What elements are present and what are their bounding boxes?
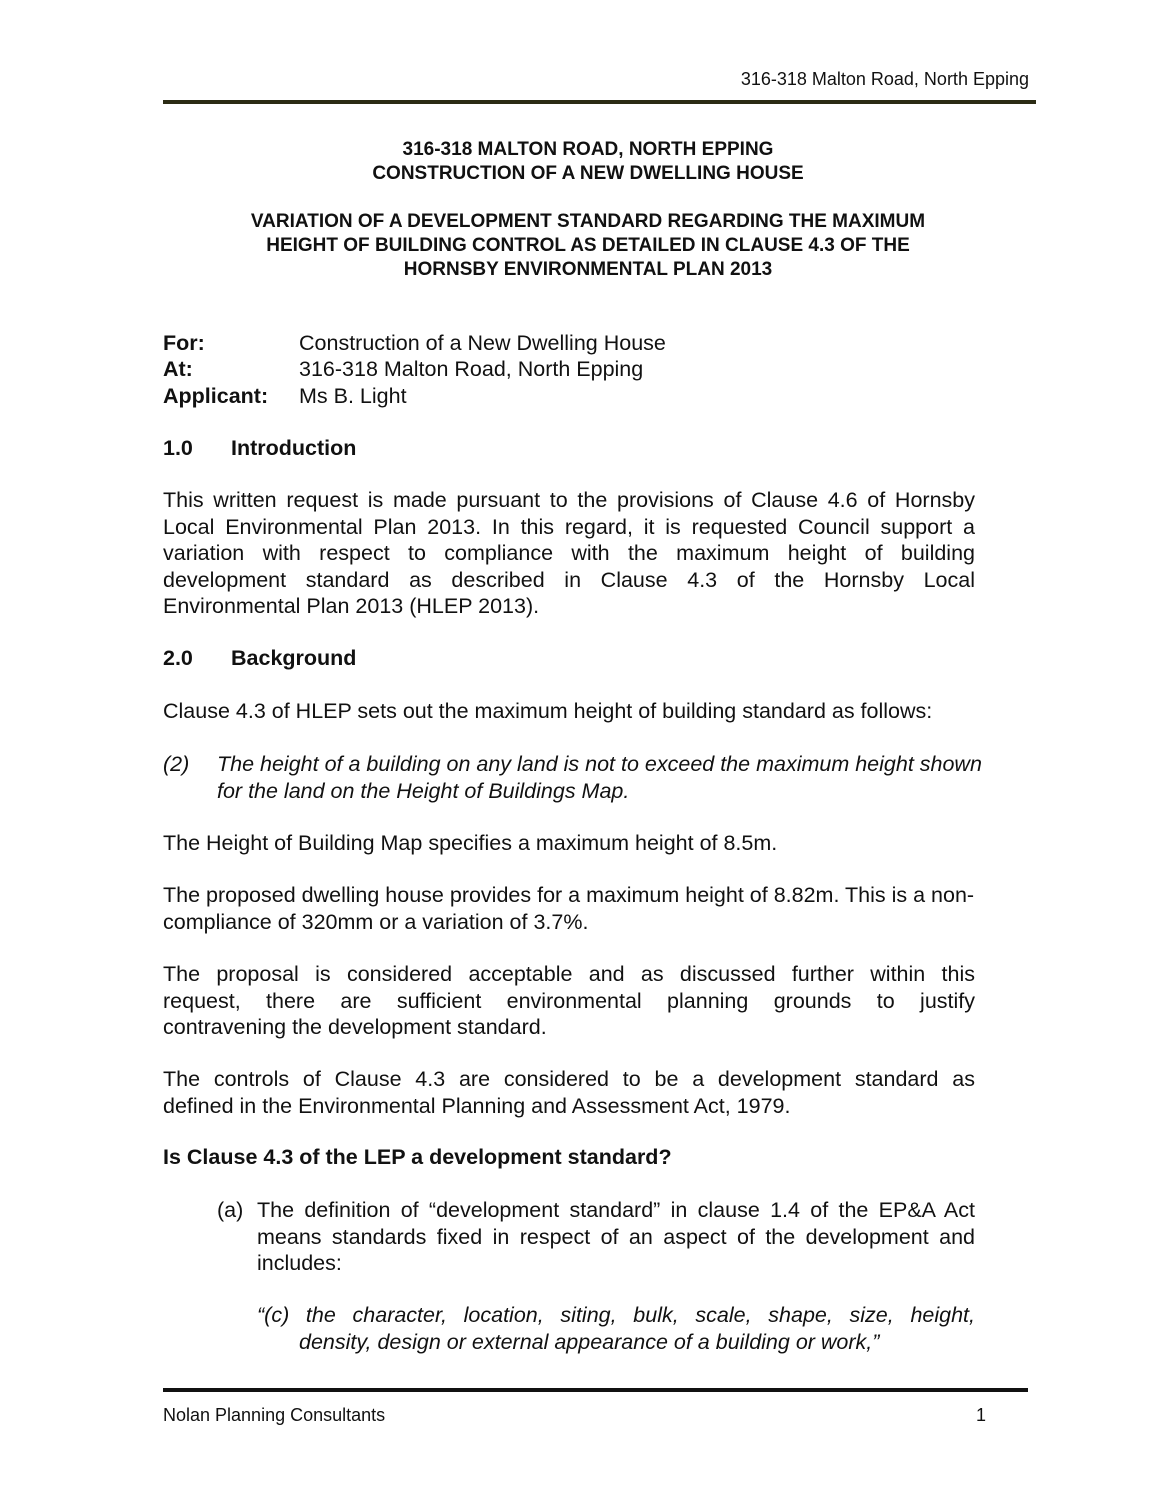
list-item-line: includes: [257,1251,342,1275]
clause-quote-body [217,751,982,804]
detail-at-label: At: [163,357,193,381]
acceptable-paragraph [163,961,975,1041]
paragraph-line: defined in the Environmental Planning and Assessment Act, 1979. [163,1093,791,1118]
subtitle-line-2: HEIGHT OF BUILDING CONTROL AS DETAILED IN CLAUSE 4.3 OF THE [266,235,910,256]
section-1-number: 1.0 [163,436,193,460]
detail-at-value: 316-318 Malton Road, North Epping [299,357,644,381]
title-line-2: CONSTRUCTION OF A NEW DWELLING HOUSE [372,163,804,184]
section-1-title: Introduction [231,436,357,460]
section-2-title: Background [231,646,357,670]
paragraph-line: compliance of 320mm or a variation of 3.7%. [163,909,589,934]
list-item-line: The definition of “development standard” in clause 1.4 of the EP&A Act [257,1198,975,1222]
header-rule [163,100,1036,104]
paragraph-line: The controls of Clause 4.3 are considered to be a development standard as [163,1067,975,1091]
definition-quote-line: density, design or external appearance of a building or work,” [299,1329,880,1354]
paragraph-line: Clause 4.3 of HLEP sets out the maximum height of building standard as follows: [163,699,933,723]
paragraph-line: Local Environmental Plan 2013. In this regard, it is requested Council support a [163,514,975,539]
list-item-line: means standards fixed in respect of an aspect of the development and [257,1224,975,1249]
footer-company: Nolan Planning Consultants [163,1405,386,1425]
subtitle-line-3: HORNSBY ENVIRONMENTAL PLAN 2013 [403,259,773,280]
paragraph-line: The proposed dwelling house provides for a maximum height of 8.82m. This is a non- [163,883,975,907]
definition-quote-line: “(c) the character, location, siting, bulk, scale, shape, size, height, [257,1303,975,1327]
paragraph-line: contravening the development standard. [163,1015,547,1039]
introduction-paragraph [163,487,975,620]
paragraph-line: The proposal is considered acceptable and as discussed further within this [163,962,975,986]
definition-quote [257,1302,975,1355]
proposal-paragraph [163,882,1035,935]
list-item-body [257,1197,975,1277]
background-intro [163,698,993,725]
question-heading: Is Clause 4.3 of the LEP a development standard? [163,1145,672,1169]
paragraph-line: The Height of Building Map specifies a maximum height of 8.5m. [163,831,778,855]
running-header: 316-318 Malton Road, North Epping [740,69,1029,89]
detail-applicant-label: Applicant: [163,384,269,408]
footer-rule [163,1388,1028,1392]
controls-paragraph [163,1066,975,1119]
detail-for-value: Construction of a New Dwelling House [299,331,666,355]
subtitle-line-1: VARIATION OF A DEVELOPMENT STANDARD REGARDING THE MAXIMUM [250,211,926,232]
paragraph-line: request, there are sufficient environmental planning grounds to justify [163,988,975,1013]
detail-applicant-value: Ms B. Light [299,384,407,408]
paragraph-line: This written request is made pursuant to the provisions of Clause 4.6 of Hornsby [163,488,975,512]
paragraph-line: variation with respect to compliance with the maximum height of building [163,541,975,565]
quote-line: for the land on the Height of Buildings Map. [217,778,630,803]
list-item-marker: (a) [217,1198,244,1222]
page-number: 1 [976,1405,987,1425]
paragraph-line: development standard as described in Clause 4.3 of the Hornsby Local [163,567,975,592]
document-title [163,138,1013,186]
section-2-number: 2.0 [163,646,193,670]
title-line-1: 316-318 MALTON ROAD, NORTH EPPING [402,139,774,160]
map-statement [163,830,993,857]
quote-line: The height of a building on any land is not to exceed the maximum height shown [217,752,982,776]
paragraph-line: Environmental Plan 2013 (HLEP 2013). [163,594,540,618]
document-subtitle [163,210,1013,282]
detail-for-label: For: [163,331,205,355]
clause-quote-marker: (2) [163,752,190,776]
